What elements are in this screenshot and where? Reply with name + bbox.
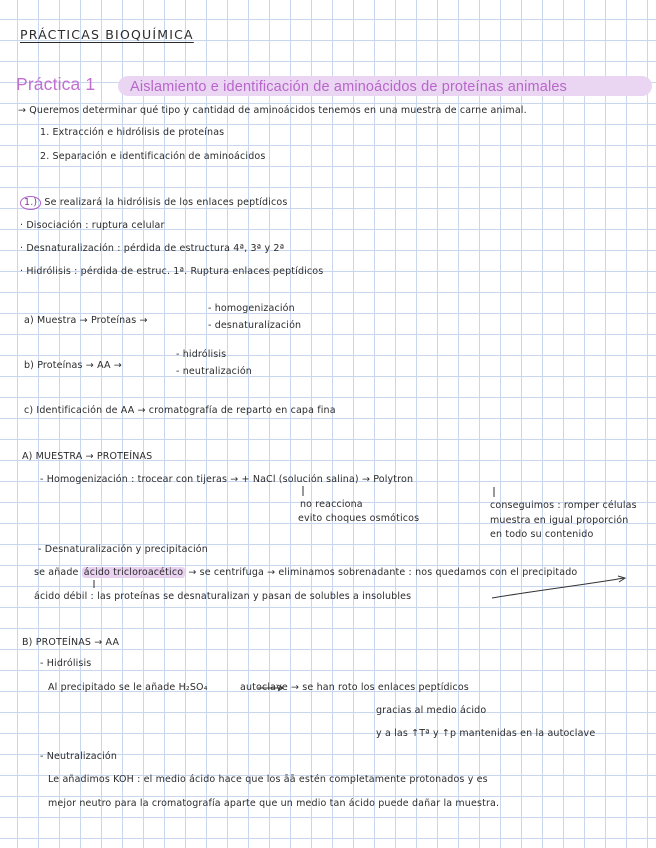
homogenizacion-line: - Homogenización : trocear con tijeras → + NaCl (solución salina) → Polytron xyxy=(40,474,414,485)
section-1-heading xyxy=(20,196,287,210)
practica-subtitle: Aislamiento e identificación de aminoácidos de proteínas animales xyxy=(130,79,567,95)
hidrolisis-line-3: y a las ↑Tª y ↑p mantenidas en la autoclave xyxy=(376,728,596,739)
page-title: PRÁCTICAS BIOQUÍMICA xyxy=(20,27,194,42)
neutralizacion-line-1: Le añadimos KOH : el medio ácido hace que los āā estén completamente protonados y es xyxy=(48,774,488,785)
step-a-item-2: - desnaturalización xyxy=(208,320,302,331)
note-no-reacciona: no reacciona xyxy=(300,499,363,510)
practica-label: Práctica 1 xyxy=(16,74,96,94)
bullet-hidrolisis: · Hidrólisis : pérdida de estruc. 1ª. Ruptura enlaces peptídicos xyxy=(20,266,324,277)
section-1-number: 1.) xyxy=(20,196,41,210)
section-b-heading: B) PROTEÍNAS → AA xyxy=(22,637,120,648)
highlighted-reagent: ácido tricloroacético xyxy=(83,567,184,578)
line-1-suffix: → se centrifuga → eliminamos sobrenadante : nos quedamos con el precipitado xyxy=(188,567,578,578)
note-romper-celulas: conseguimos : romper células xyxy=(490,500,637,511)
step-b-label: b) Proteínas → AA → xyxy=(24,360,122,371)
desnaturalizacion-line-1 xyxy=(34,566,577,580)
step-b-item-2: - neutralización xyxy=(176,366,252,377)
bullet-desnaturalizacion: · Desnaturalización : pérdida de estructura 4ª, 3ª y 2ª xyxy=(20,243,285,254)
step-a-item-1: - homogenización xyxy=(208,303,295,314)
desnaturalizacion-heading: - Desnaturalización y precipitación xyxy=(38,544,208,555)
intro-goal: → Queremos determinar qué tipo y cantidad de aminoácidos tenemos en una muestra de carne animal. xyxy=(18,105,527,116)
intro-step-2: 2. Separación e identificación de aminoácidos xyxy=(40,151,266,162)
section-1-text: Se realizará la hidrólisis de los enlaces peptídicos xyxy=(44,197,288,208)
note-choques-osmoticos: evito choques osmóticos xyxy=(298,513,420,524)
desnaturalizacion-line-2: ácido débil : las proteínas se desnaturalizan y pasan de solubles a insolubles xyxy=(34,591,412,602)
arrow-curve-precipitado xyxy=(492,578,624,598)
neutralizacion-heading: - Neutralización xyxy=(40,751,118,762)
hidrolisis-autoclave: autoclave xyxy=(239,682,288,693)
note-igual-proporcion: muestra en igual proporción xyxy=(490,515,629,526)
hidrolisis-line-2: gracias al medio ácido xyxy=(376,705,487,716)
hidrolisis-heading: - Hidrólisis xyxy=(40,658,92,669)
neutralizacion-line-2: mejor neutro para la cromatografía aparte que un medio tan ácido puede dañar la muestra. xyxy=(48,798,500,809)
step-c-label: c) Identificación de AA → cromatografía de reparto en capa fina xyxy=(24,405,336,416)
arrow-head-precipitado xyxy=(618,576,625,582)
line-1-prefix: se añade xyxy=(34,567,79,578)
step-a-label: a) Muestra → Proteínas → xyxy=(24,315,148,326)
hidrolisis-result: → se han roto los enlaces peptídicos xyxy=(291,682,469,693)
bullet-disociacion: · Disociación : ruptura celular xyxy=(20,220,165,231)
intro-step-1: 1. Extracción e hidrólisis de proteínas xyxy=(40,127,225,138)
note-todo-contenido: en todo su contenido xyxy=(490,529,594,540)
section-a-heading: A) MUESTRA → PROTEÍNAS xyxy=(22,451,153,462)
hidrolisis-line-1 xyxy=(48,681,469,695)
step-b-item-1: - hidrólisis xyxy=(176,349,227,360)
hidrolisis-reagent: Al precipitado se le añade H₂SO₄ xyxy=(48,682,208,693)
